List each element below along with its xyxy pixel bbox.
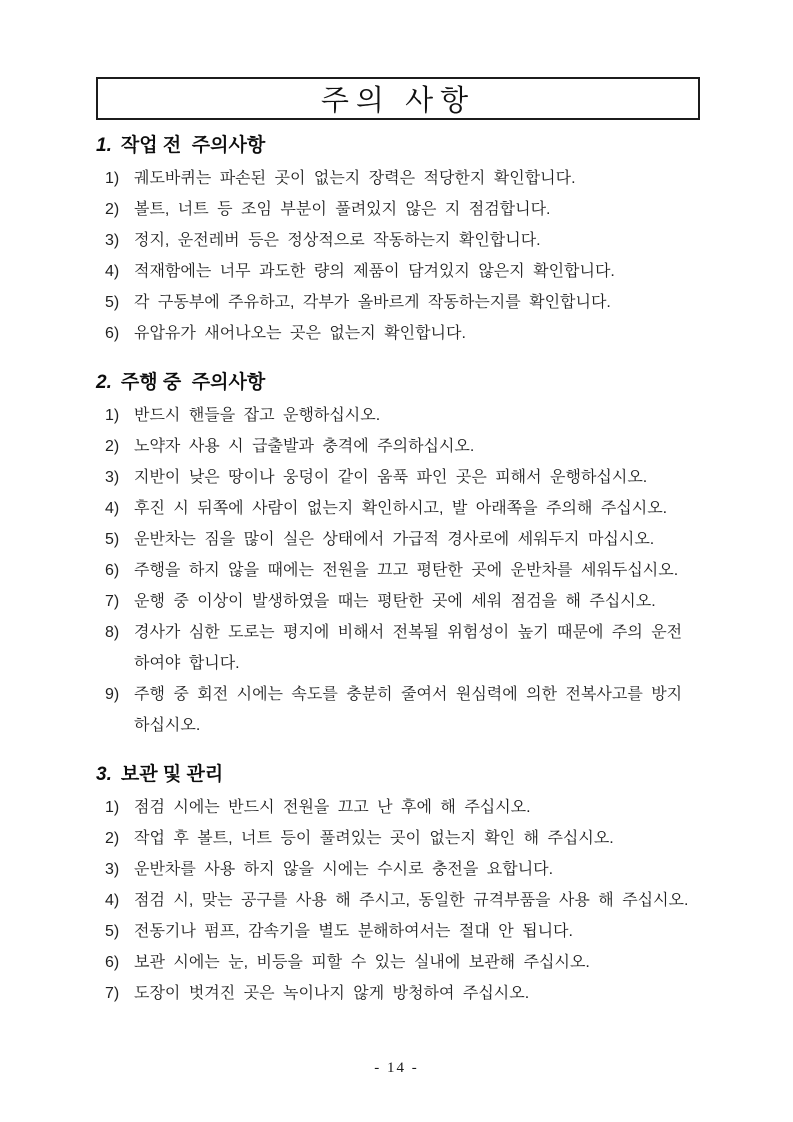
item-number: 7) bbox=[105, 593, 120, 610]
list-item bbox=[96, 163, 700, 194]
sections-container bbox=[96, 134, 700, 1009]
section-number: 3. bbox=[96, 764, 112, 785]
list-item bbox=[96, 823, 700, 854]
item-text: 경사가 심한 도로는 평지에 비해서 전복될 위험성이 높기 때문에 주의 운전 하여야 합니다. bbox=[134, 624, 683, 672]
section-heading bbox=[96, 134, 700, 158]
item-text: 운행 중 이상이 발생하였을 때는 평탄한 곳에 세워 점검을 해 주십시오. bbox=[134, 593, 656, 610]
item-text: 운반차를 사용 하지 않을 시에는 수시로 충전을 요합니다. bbox=[134, 861, 554, 878]
list-item bbox=[96, 978, 700, 1009]
item-number: 2) bbox=[105, 830, 120, 847]
item-number: 4) bbox=[105, 500, 120, 517]
list-item bbox=[96, 555, 700, 586]
item-number: 3) bbox=[105, 861, 120, 878]
item-number: 9) bbox=[105, 686, 120, 703]
section-title: 주행 중 주의사항 bbox=[120, 372, 266, 393]
list-item bbox=[96, 916, 700, 947]
item-text: 반드시 핸들을 잡고 운행하십시오. bbox=[134, 407, 381, 424]
list-item bbox=[96, 586, 700, 617]
item-text: 전동기나 펌프, 감속기을 별도 분해하여서는 절대 안 됩니다. bbox=[134, 923, 573, 940]
item-text: 노약자 사용 시 급출발과 충격에 주의하십시오. bbox=[134, 438, 475, 455]
item-number: 1) bbox=[105, 799, 120, 816]
list-item bbox=[96, 493, 700, 524]
item-number: 6) bbox=[105, 954, 120, 971]
item-number: 2) bbox=[105, 201, 120, 218]
item-text: 후진 시 뒤쪽에 사람이 없는지 확인하시고, 발 아래쪽을 주의해 주십시오. bbox=[134, 500, 668, 517]
item-number: 8) bbox=[105, 624, 120, 641]
item-text: 주행을 하지 않을 때에는 전원을 끄고 평탄한 곳에 운반차를 세워두십시오. bbox=[134, 562, 679, 579]
section-heading bbox=[96, 763, 700, 787]
list-item bbox=[96, 524, 700, 555]
item-text: 적재함에는 너무 과도한 량의 제품이 담겨있지 않은지 확인합니다. bbox=[134, 263, 615, 280]
item-number: 6) bbox=[105, 325, 120, 342]
section-2 bbox=[96, 371, 700, 741]
item-text: 운반차는 짐을 많이 실은 상태에서 가급적 경사로에 세워두지 마십시오. bbox=[134, 531, 655, 548]
section-heading bbox=[96, 371, 700, 395]
section-items bbox=[96, 163, 700, 349]
section-title: 작업 전 주의사항 bbox=[120, 135, 266, 156]
item-text: 각 구동부에 주유하고, 각부가 올바르게 작동하는지를 확인합니다. bbox=[134, 294, 611, 311]
section-number: 1. bbox=[96, 135, 112, 156]
item-text: 볼트, 너트 등 조임 부분이 풀려있지 않은 지 점검합니다. bbox=[134, 201, 551, 218]
item-number: 5) bbox=[105, 294, 120, 311]
section-3 bbox=[96, 763, 700, 1009]
list-item bbox=[96, 194, 700, 225]
item-text: 지반이 낮은 땅이나 웅덩이 같이 움푹 파인 곳은 피해서 운행하십시오. bbox=[134, 469, 648, 486]
item-number: 1) bbox=[105, 407, 120, 424]
item-number: 5) bbox=[105, 923, 120, 940]
item-text: 궤도바퀴는 파손된 곳이 없는지 장력은 적당한지 확인합니다. bbox=[134, 170, 576, 187]
item-number: 3) bbox=[105, 469, 120, 486]
list-item bbox=[96, 885, 700, 916]
item-number: 1) bbox=[105, 170, 120, 187]
section-title: 보관 및 관리 bbox=[120, 764, 224, 785]
list-item bbox=[96, 792, 700, 823]
item-text: 보관 시에는 눈, 비등을 피할 수 있는 실내에 보관해 주십시오. bbox=[134, 954, 590, 971]
list-item bbox=[96, 287, 700, 318]
list-item bbox=[96, 256, 700, 287]
item-text: 정지, 운전레버 등은 정상적으로 작동하는지 확인합니다. bbox=[134, 232, 541, 249]
item-number: 5) bbox=[105, 531, 120, 548]
item-number: 4) bbox=[105, 263, 120, 280]
list-item bbox=[96, 854, 700, 885]
section-items bbox=[96, 400, 700, 741]
item-text: 주행 중 회전 시에는 속도를 충분히 줄여서 원심력에 의한 전복사고를 방지 하십시오. bbox=[134, 686, 683, 734]
list-item bbox=[96, 225, 700, 256]
page-title: 주의 사항 bbox=[320, 85, 476, 117]
list-item bbox=[96, 431, 700, 462]
section-number: 2. bbox=[96, 372, 112, 393]
item-text: 작업 후 볼트, 너트 등이 풀려있는 곳이 없는지 확인 해 주십시오. bbox=[134, 830, 614, 847]
list-item bbox=[96, 617, 700, 679]
list-item bbox=[96, 462, 700, 493]
item-number: 3) bbox=[105, 232, 120, 249]
list-item bbox=[96, 318, 700, 349]
page-number: - 14 - bbox=[374, 1060, 419, 1076]
section-items bbox=[96, 792, 700, 1009]
list-item bbox=[96, 400, 700, 431]
item-text: 점검 시, 맞는 공구를 사용 해 주시고, 동일한 규격부품을 사용 해 주십시오. bbox=[134, 892, 689, 909]
item-text: 도장이 벗겨진 곳은 녹이나지 않게 방청하여 주십시오. bbox=[134, 985, 530, 1002]
item-text: 유압유가 새어나오는 곳은 없는지 확인합니다. bbox=[134, 325, 466, 342]
list-item bbox=[96, 679, 700, 741]
section-1 bbox=[96, 134, 700, 349]
item-number: 2) bbox=[105, 438, 120, 455]
item-number: 4) bbox=[105, 892, 120, 909]
item-text: 점검 시에는 반드시 전원을 끄고 난 후에 해 주십시오. bbox=[134, 799, 531, 816]
list-item bbox=[96, 947, 700, 978]
title-box bbox=[96, 77, 700, 120]
item-number: 6) bbox=[105, 562, 120, 579]
item-number: 7) bbox=[105, 985, 120, 1002]
